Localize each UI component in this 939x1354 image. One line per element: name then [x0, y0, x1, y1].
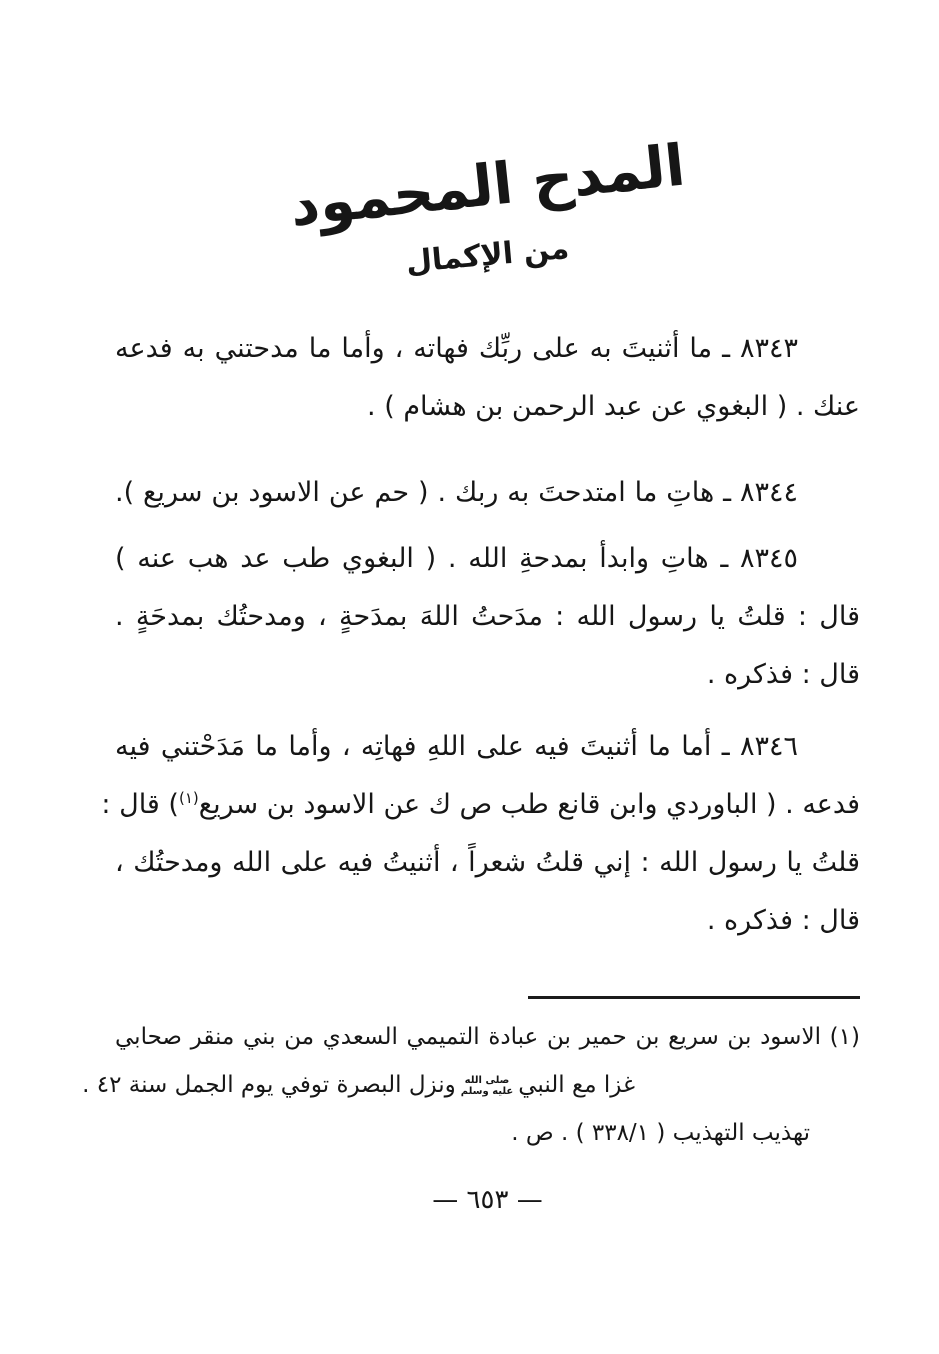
hadith-8346-line-4: قال : فذكره .	[706, 905, 860, 936]
hadith-8345-line-3: قال : فذكره .	[706, 659, 860, 690]
hadith-8346-line-3: قلتُ يا رسول الله : إني قلتُ شعراً ، أثنيتُ فيه على الله ومدحتُك ،	[115, 847, 860, 878]
footnote-ref-1: (١)	[178, 789, 199, 807]
page-subtitle: من الإكمال	[404, 230, 571, 281]
page-number: — ٦٥٣ —	[432, 1185, 543, 1215]
page-title: المدح المحمود	[286, 132, 689, 240]
hadith-8344	[115, 464, 860, 522]
hadith-8346-line-1: ٨٣٤٦ ـ أما ما أثنيتَ فيه على اللهِ فهاتِه ، وأما ما مَدَحْتني فيه	[115, 731, 798, 762]
hadith-8346-line-2-tail: ) قال :	[101, 789, 179, 820]
hadith-8343	[115, 320, 860, 436]
footnote-line-3: تهذيب التهذيب ( ٣٣٨/١ ) . ص .	[511, 1120, 810, 1146]
saw-mark-top: صلى الله	[464, 1074, 510, 1086]
footnote-block	[82, 1013, 860, 1157]
hadith-8345-line-1: ٨٣٤٥ ـ هاتِ وابدأ بمدحةِ الله . ( البغوي طب عد هب عنه )	[115, 543, 798, 574]
footnote-line-1: (١) الاسود بن سريع بن حمير بن عبادة التميمي السعدي من بني منقر صحابي	[115, 1024, 860, 1050]
salla-allahu-alayhi-wasallam-mark	[461, 1075, 514, 1097]
footnote-line-2	[82, 1061, 635, 1109]
hadith-8344-line-1: ٨٣٤٤ ـ هاتِ ما امتدحتَ به ربك . ( حم عن الاسود بن سريع ).	[115, 477, 798, 508]
hadith-8346-line-2	[101, 776, 860, 834]
footnote-line-2-tail: ونزل البصرة توفي يوم الجمل سنة ٤٢ .	[82, 1072, 456, 1098]
hadith-8343-line-1: ٨٣٤٣ ـ ما أثنيتَ به على ربِّك فهاته ، وأما ما مدحتني به فدعه	[115, 333, 798, 364]
hadith-8346	[101, 718, 860, 950]
hadith-8343-line-2: عنك . ( البغوي عن عبد الرحمن بن هشام ) .	[367, 391, 860, 422]
footnote-separator	[528, 996, 860, 999]
hadith-8345-line-2: قال : قلتُ يا رسول الله : مدَحتُ اللهَ بمدَحةٍ ، ومدحتُك بمدحَةٍ .	[115, 601, 860, 632]
hadith-8345	[115, 530, 860, 704]
footnote-line-2-text: غزا مع النبي	[518, 1072, 635, 1098]
saw-mark-bottom: عليه وسلم	[460, 1085, 514, 1097]
hadith-8346-line-2-text: فدعه . ( الباوردي وابن قانع طب ص ك عن الاسود بن سريع	[198, 789, 860, 820]
